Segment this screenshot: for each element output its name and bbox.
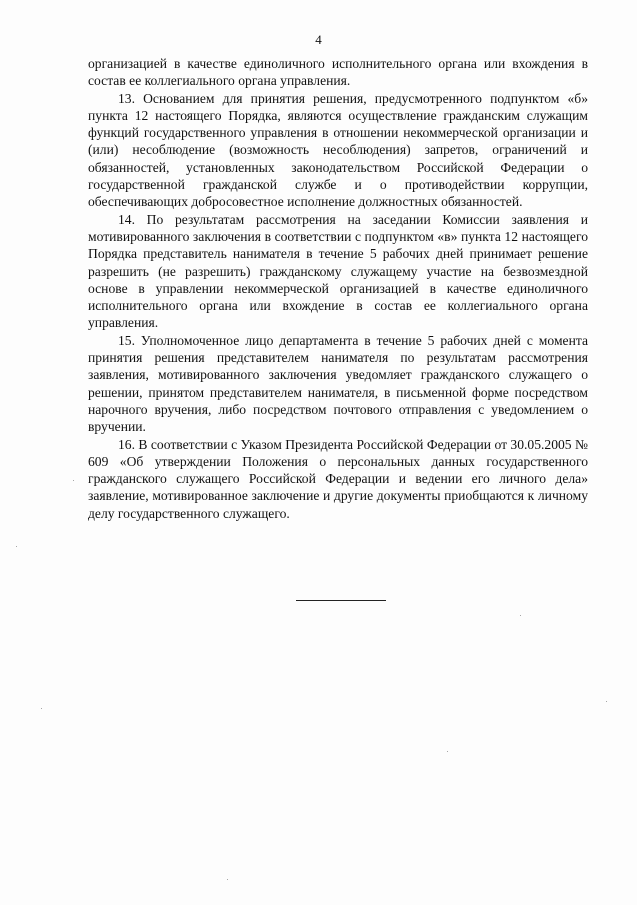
- paragraph-continued: организацией в качестве единоличного исполнительного органа или вхождения в состав ее коллегиального органа управления.: [88, 56, 588, 89]
- document-body: [88, 55, 588, 522]
- scan-speck: [447, 751, 448, 752]
- paragraph-13: 13. Основанием для принятия решения, предусмотренного подпунктом «б» пункта 12 настоящего Порядка, являются осуществление гражданским служащим функций государственного управления в отношении некоммерческой организации и (или) несоблюдение (возможность несоблюдения) запретов, ограничений и обязанностей, установленных законодательством Российской Федерации о государственной гражданской службе и о противодействии коррупции, обеспечивающих добросовестное исполнение должностных обязанностей.: [88, 90, 588, 210]
- scan-speck: [227, 879, 228, 880]
- paragraph-16: 16. В соответствии с Указом Президента Российской Федерации от 30.05.2005 № 609 «Об утверждении Положения о персональных данных государственного гражданского служащего Российской Федерации и ведении его личного дела» заявление, мотивированное заключение и другие документы приобщаются к личному делу государственного служащего.: [88, 436, 588, 521]
- scan-speck: [520, 615, 521, 616]
- scan-speck: [16, 546, 17, 547]
- scan-speck: [41, 708, 42, 709]
- scan-speck: [606, 701, 607, 702]
- end-separator-line: [296, 600, 386, 601]
- paragraph-15: 15. Уполномоченное лицо департамента в течение 5 рабочих дней с момента принятия решения представителем нанимателя по результатам рассмотрения заявления, мотивированного заключения уведомляет гражданского служащего о решении, принятом представителем нанимателя, в письменной форме посредством нарочного вручения, либо посредством почтового отправления с уведомлением о вручении.: [88, 332, 588, 435]
- page-number: 4: [315, 32, 322, 47]
- scan-speck: [73, 480, 74, 481]
- paragraph-14: 14. По результатам рассмотрения на заседании Комиссии заявления и мотивированного заключения в соответствии с подпунктом «в» пункта 12 настоящего Порядка представитель нанимателя в течение 5 рабочих дней принимает решение разрешить (не разрешить) гражданскому служащему участие на безвозмездной основе в управлении некоммерческой организацией в качестве единоличного исполнительного органа или вхождение в состав ее коллегиального органа управления.: [88, 211, 588, 331]
